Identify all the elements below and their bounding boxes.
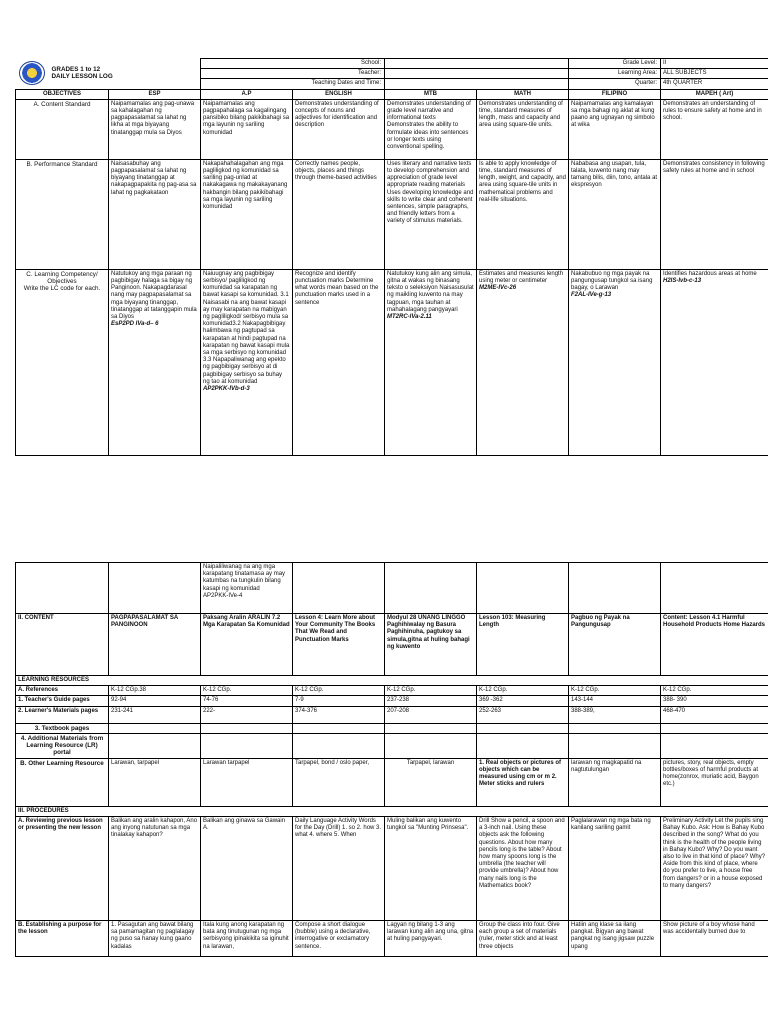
competency-text: Nakabubuo ng mga payak na pangungusap tungkol sa isang bagay, o Larawan <box>571 270 653 292</box>
cell: Content: Lesson 4.1 Harmful Household Products Home Hazards <box>661 614 768 676</box>
row-continuation <box>16 563 768 614</box>
cell: 222- <box>201 706 293 723</box>
cell: Group the class into four. Give each group a set of materials (ruler, meter stick and at least three objects <box>477 921 569 957</box>
cell: pictures, story, real objects, empty bottles/boxes of harmful products at home(zonrox, muriatic acid, Baygon etc.) <box>661 758 768 806</box>
section-label: LEARNING RESOURCES <box>16 676 768 686</box>
competency-text: Recognize and identify punctuation marks Determine what words mean based on the punctuation marks used in a sentence <box>295 270 379 306</box>
cell: Compose a short dialogue (bubble) using a declarative, interrogative or exclamatory sentence. <box>293 921 385 957</box>
cell: 1. Real objects or pictures of objects which can be measured using cm or m 2. Meter sticks and rulers <box>477 758 569 806</box>
col-ap: A.P <box>201 89 293 99</box>
competency-text: Natutukoy ang mga paraan ng pagbibigay halaga sa bigay ng Panginoon. Nakapagdarasal nang may pagpapasalamat sa mga biyayang tinanggap, tinatanggap at tatanggapin mula sa Diyos <box>111 270 197 321</box>
cell: 237-238 <box>385 696 477 706</box>
cell: Tarpapel, larawan <box>385 758 477 806</box>
grade-level-value: II <box>661 59 768 69</box>
dates-value[interactable] <box>385 79 569 89</box>
cell: Modyul 28 UNANG LINGGO Paghihiwalay ng Basura Paghihinuha, pagtukoy sa simula,gitna at huling bahagi ng kuwento <box>385 614 477 676</box>
cell: Lesson 4: Learn More about Your Community The Books That We Read and Punctuation Marks <box>293 614 385 676</box>
cell: 468-470 <box>661 706 768 723</box>
cell: 7-9 <box>293 696 385 706</box>
quarter-label: Quarter: <box>569 79 661 89</box>
lc-code: AP2PKK-IVe-4 <box>203 592 243 599</box>
cell: Itala kung anong karapatan ng bata ang tinutugunan ng mga serbisyong ipinakikita sa iginuhit na larawan, <box>201 921 293 957</box>
row-other-resources <box>16 758 768 806</box>
col-filipino: FILIPINO <box>569 89 661 99</box>
lc-code: AP2PKK-IVb-d-3 <box>203 386 250 393</box>
learning-area-value: ALL SUBJECTS <box>661 69 768 79</box>
cell: 92-94 <box>109 696 201 706</box>
cell: Correctly names people, objects, places and things through theme-based activities <box>293 159 385 269</box>
cell: Naipamamalas ang pagpapahalaga sa kagalingang pansibiko bilang pakikibahagi sa mga layunin ng sariling komunidad <box>201 99 293 159</box>
col-objectives: OBJECTIVES <box>16 89 109 99</box>
cell: Paglalarawan ng mga bata ng kanilang sariling gamit <box>569 817 661 921</box>
row-performance-standard <box>16 159 768 269</box>
column-headers <box>16 89 768 99</box>
learning-area-label: Learning Area: <box>569 69 661 79</box>
cell: K-12 CGp. <box>293 686 385 696</box>
school-value[interactable] <box>385 59 569 69</box>
cell: 252-263 <box>477 706 569 723</box>
cell: Uses literary and narrative texts to develop comprehension and appreciation of grade level appropriate reading materials Uses developing knowledge and skills to write clear and coherent sentences, simple paragraphs, and friendly letters from a variety of stimulus materials. <box>385 159 477 269</box>
row-label: 4. Additional Materials from Learning Resource (LR) portal <box>16 733 109 758</box>
cell <box>293 269 385 455</box>
cell: Balikan ang aralin kahapon, Ano ang inyong natutunan sa mga tinalakay kahapon? <box>109 817 201 921</box>
cell: Demonstrates understanding of time, standard measures of length, mass and capacity and area using square-tile units. <box>477 99 569 159</box>
cell: Nakapahahalagahan ang mga pagliligkod ng komunidad sa sariling pag-unlad at nakakagawa ng makakayanang hakbangin bilang pakikibahagi sa mga layunin ng sariling komunidad <box>201 159 293 269</box>
cell <box>569 269 661 455</box>
row-learning-resources <box>16 676 768 686</box>
row-label: II. CONTENT <box>16 614 109 676</box>
cell: Naipamamalas ang pag-unawa sa kahalagahan ng pagpapasalamat sa lahat ng likha at mga biyayang tinatanggap mula sa Diyos <box>109 99 201 159</box>
col-mtb: MTB <box>385 89 477 99</box>
competency-text: Naipaliliwanag na ang mga karapatang tinatamasa ay may katumbas na tungkulin bilang kasapi ng komunidad <box>203 564 286 592</box>
lc-code: H2IS-Ivb-c-13 <box>663 278 702 285</box>
cell: 143-144 <box>569 696 661 706</box>
dll-continuation-table <box>15 562 768 957</box>
cell: 231-241 <box>109 706 201 723</box>
row-additional <box>16 733 768 758</box>
row-label: B. Other Learning Resource <box>16 758 109 806</box>
cell: K-12 CGp. <box>661 686 768 696</box>
cell: Demonstrates consistency in following safety rules at home and in school <box>661 159 768 269</box>
row-procedures <box>16 806 768 816</box>
cell: Muling balikan ang kuwento tungkol sa "Munting Prinsesa". <box>385 817 477 921</box>
row-label: A. Content Standard <box>16 99 109 159</box>
cell: Paksang Aralin ARALIN 7.2 Mga Karapatan Sa Komunidad <box>201 614 293 676</box>
row-reviewing <box>16 817 768 921</box>
lc-code: M2ME-IVc-26 <box>479 285 517 292</box>
cell: 207-208 <box>385 706 477 723</box>
dll-table-bottom <box>15 562 768 957</box>
dll-table-top <box>15 58 768 456</box>
cell <box>201 269 293 455</box>
row-label: 2. Learner's Materials pages <box>16 706 109 723</box>
competency-text: Identifies hazardous areas at home <box>663 270 757 277</box>
row-purpose <box>16 921 768 957</box>
cell: larawan ng magkapatid na nagtutulungan <box>569 758 661 806</box>
cell: 374-376 <box>293 706 385 723</box>
school-label: School: <box>201 59 385 69</box>
cell: Demonstrates understanding of concepts of nouns and adjectives for identification and description <box>293 99 385 159</box>
competency-label: C. Learning Competency/ Objectives <box>26 270 98 286</box>
cell: K-12 CGp. <box>201 686 293 696</box>
cell: 388-389, <box>569 706 661 723</box>
row-label: B. Performance Standard <box>16 159 109 269</box>
row-references <box>16 686 768 696</box>
quarter-value: 4th QUARTER <box>661 79 768 89</box>
cell: K-12 CGp. <box>477 686 569 696</box>
cell: 369 -362 <box>477 696 569 706</box>
cell: Nababasa ang usapan, tula, talata, kuwento nang may tamang bilis, diin, tono, antala at ekspresyon <box>569 159 661 269</box>
cell: Pagbuo ng Payak na Pangungusap <box>569 614 661 676</box>
competency-sublabel: Write the LC code for each. <box>23 285 101 293</box>
row-competency <box>16 269 768 455</box>
col-english: ENGLISH <box>293 89 385 99</box>
cell: 1. Pasagutan ang bawat bilang sa pamamagitan ng paglalagay ng puso sa hanay kung gaano kadalas <box>109 921 201 957</box>
section-label: III. PROCEDURES <box>16 806 768 816</box>
cell: Demonstrates understanding of grade level narrative and informational texts Demonstrates the ability to formulate ideas into sentences or longer texts using conventional spelling. <box>385 99 477 159</box>
col-mapeh: MAPEH ( Art) <box>661 89 768 99</box>
row-label: A. References <box>16 686 109 696</box>
lc-code: MT2RC-IVa-2.11 <box>387 314 432 321</box>
cell <box>109 269 201 455</box>
cell: Daily Language Activity Words for the Day (Drill) 1. so 2. how 3. what 4. where 5. When <box>293 817 385 921</box>
row-textbook <box>16 723 768 733</box>
competency-text: Naiuugnay ang pagbibigay serbisyo/ pagliligkod ng komunidad sa karapatan ng bawat kasapi sa komunidad. 3.1 Naisasabi na ang bawat kasapi ay may karapatan na mabigyan ng pagliligkod/ serbisyo mula sa komunidad3.2 Nakapagbibigay halimbawa ng pagtupad sa karapatan at hindi pagtupad na karapatan ng bawat kasapi mula sa mga serbisyo ng komunidad 3.3 Napapaliwanag ang epekto ng pagbibigay serbisyo at di pagbibigay serbisyo sa buhay ng tao at komunidad <box>203 270 290 385</box>
cell: Naisasabuhay ang pagpapasalamat sa lahat ng biyayang tinatanggap at nakapagpapakita ng pag-asa sa lahat ng pagkakataon <box>109 159 201 269</box>
row-content <box>16 614 768 676</box>
cell: PAGPAPASALAMAT SA PANGINOON <box>109 614 201 676</box>
cell <box>385 269 477 455</box>
row-label: 3. Textbook pages <box>16 723 109 733</box>
col-esp: ESP <box>109 89 201 99</box>
teacher-value[interactable] <box>385 69 569 79</box>
cell: K-12 CGp. <box>569 686 661 696</box>
row-tg-pages <box>16 696 768 706</box>
cell: Larawan, tarpapel <box>109 758 201 806</box>
cell: Lagyan ng bilang 1-3 ang larawan kung alin ang una, gitna at huling pangyayari. <box>385 921 477 957</box>
row-label: 1. Teacher's Guide pages <box>16 696 109 706</box>
competency-text: Estimates and measures length using meter or centimeter <box>479 270 564 285</box>
cell: Demonstrates an understanding of rules to ensure safety at home and in school. <box>661 99 768 159</box>
dll-header-table <box>15 58 768 456</box>
row-lm-pages <box>16 706 768 723</box>
row-label <box>16 269 109 455</box>
dates-label: Teaching Dates and Time: <box>201 79 385 89</box>
cell: K-12 CGp. <box>385 686 477 696</box>
header-brand <box>16 59 201 90</box>
cell: Preliminary Activity Let the pupils sing Bahay Kubo. Ask: How is Bahay Kubo described in the song? What do you think is the health of the people living in Bahay Kubo? Why? Do you want also to live in that kind of place? Why? Aside from this kind of place, where do you prefer to live, a house free from dangers? or in a house exposed to many dangers? <box>661 817 768 921</box>
grade-level-label: Grade Level: <box>569 59 661 69</box>
row-label: A. Reviewing previous lesson or presenting the new lesson <box>16 817 109 921</box>
cell: Balikan ang ginawa sa Gawain A. <box>201 817 293 921</box>
log-title: DAILY LESSON LOG <box>51 73 113 80</box>
cell: 388- 390 <box>661 696 768 706</box>
deped-seal-icon <box>19 61 45 88</box>
teacher-label: Teacher: <box>201 69 385 79</box>
cell <box>661 269 768 455</box>
cell: Drill Show a pencil, a spoon and a 3-inch nail. Using these objects ask the following questions. About how many pencils long is the table? About how many spoons long is the umbrella (the teacher will provide umbrella)? About how many nails long is the Mathematics book? <box>477 817 569 921</box>
lc-code: F2AL-IVe-g-13 <box>571 292 612 299</box>
cell: Naipamamalas ang kamalayan sa mga bahagi ng aklat at kung paano ang ugnayan ng simbolo at wika <box>569 99 661 159</box>
cell <box>201 563 293 614</box>
cell: Hatiin ang klase sa ilang pangkat. Bigyan ang bawat pangkat ng isang jigsaw puzzle upang <box>569 921 661 957</box>
col-math: MATH <box>477 89 569 99</box>
cell: Is able to apply knowledge of time, standard measures of length, weight, and capacity, and area using square-tile units in mathematical problems and real-life situations. <box>477 159 569 269</box>
lc-code: EsP2PD IVa-d– 6 <box>111 321 159 328</box>
row-label: B. Establishing a purpose for the lesson <box>16 921 109 957</box>
cell: Larawan tarpapel <box>201 758 293 806</box>
cell: K-12 CGp.38 <box>109 686 201 696</box>
cell <box>477 269 569 455</box>
cell: Tarpapel, bond / oslo paper, <box>293 758 385 806</box>
grade-range: GRADES 1 to 12 <box>51 65 101 73</box>
cell: Lesson 103: Measuring Length <box>477 614 569 676</box>
cell: 74-76 <box>201 696 293 706</box>
competency-text: Natutukoy kung alin ang simula, gitna at wakas ng binasang teksto o seleksiyon Naisasusulat ng maikling kuwento na may tagpuan, mga tauhan at mahahalagang pangyayari <box>387 270 474 313</box>
row-content-standard <box>16 99 768 159</box>
cell: Show picture of a boy whose hand was accidentally burned due to <box>661 921 768 957</box>
